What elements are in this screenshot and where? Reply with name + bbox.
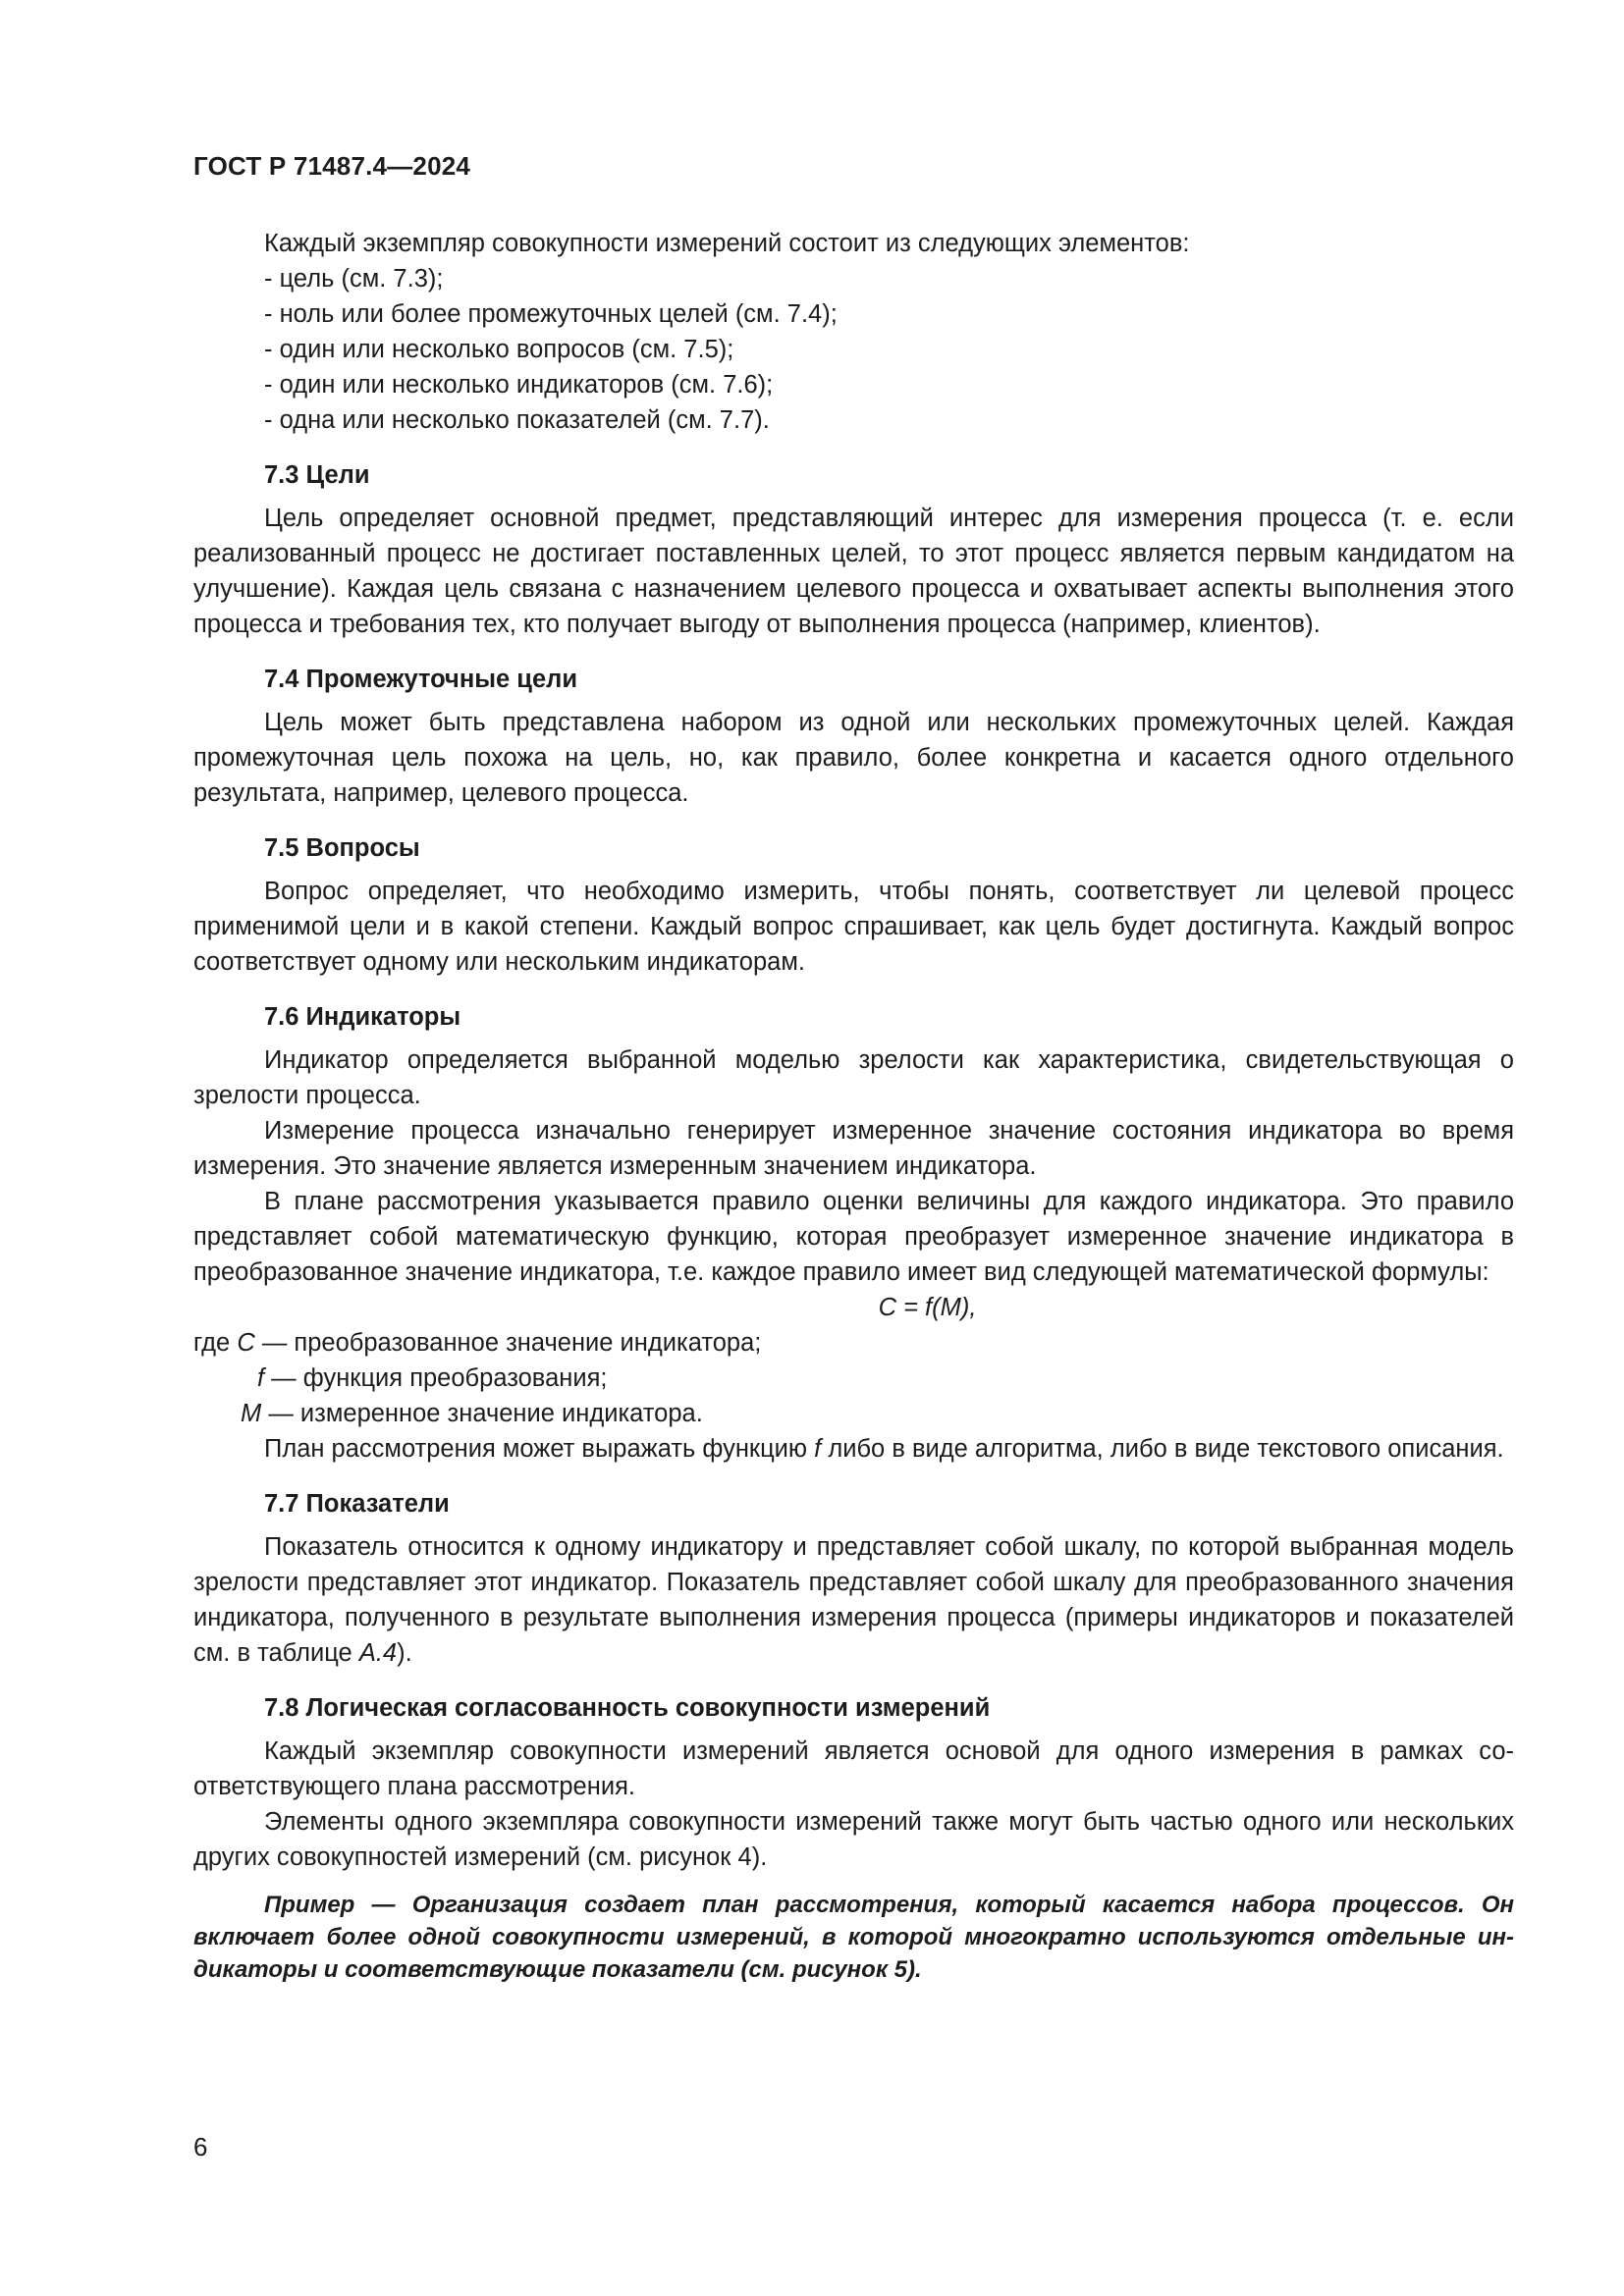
formula-symbol-description: — измеренное значение индикатора. [261,1400,703,1427]
section-heading-7-6: 7.6 Индикаторы [264,1003,461,1031]
formula-legend-row [193,1325,1514,1361]
section-heading-7-7: 7.7 Показатели [264,1490,450,1518]
list-item: - ноль или более промежуточных целей (см. 7.4); [264,300,838,328]
formula-symbol-description: — функция преобразования; [264,1364,608,1392]
example-note: Пример — Организация создает план рассмотрения, который касается набора процессов. Он включает более одной совокупности измерений, в которой многократно используются отдельные индикаторы и соответствующие показатели (см. рисунок 5). [193,1892,1514,1983]
table-reference: А.4 [358,1639,398,1667]
document-header: ГОСТ Р 71487.4—2024 [193,151,471,181]
paragraph-text: ). [397,1639,412,1667]
intro-paragraph: Каждый экземпляр совокупности измерений состоит из следующих элементов: [264,230,1190,257]
list-item: - один или несколько вопросов (см. 7.5); [264,336,734,363]
paragraph-text: либо в виде алгоритма, либо в виде текстового описания. [821,1435,1504,1463]
list-item: - цель (см. 7.3); [264,265,444,293]
section-7-4-paragraph: Цель может быть представлена набором из одной или нескольких промежуточных целей. Каждая промежуточная цель похожа на цель, но, как правило, более конкретна и касается одного отдельного результата, например, целевого процесса. [193,709,1514,807]
section-7-6-paragraph-2: Измерение процесса изначально генерирует измеренное значение состояния индикатора во время измерения. Это значение является измеренным значением индикатора. [193,1117,1514,1180]
document-body [193,226,1514,1986]
list-item: - один или несколько индикаторов (см. 7.6); [264,371,774,399]
section-7-7-paragraph [193,1529,1514,1671]
paragraph-text: План рассмотрения может выражать функцию [264,1435,815,1463]
section-heading-7-3: 7.3 Цели [264,461,370,489]
section-heading-7-5: 7.5 Вопросы [264,834,420,862]
formula-symbol: M [241,1400,262,1427]
formula: C = f(M), [878,1294,977,1321]
section-7-8-paragraph-2: Элементы одного экземпляра совокупности измерений также могут быть частью одного или нескольких других совокупностей измерений (см. рисунок 4). [193,1808,1514,1871]
section-heading-7-4: 7.4 Промежуточные цели [264,666,578,693]
where-word: где [193,1329,238,1357]
formula-symbol: C [237,1329,255,1357]
section-7-6-paragraph-4 [193,1431,1514,1467]
elements-list [193,261,1514,438]
paragraph-text: Показатель относится к одному индикатору и представляет собой шкалу, по которой выбранная модель зрелости представляет этот индикатор. Показатель представляет собой шкалу для преобразованного значения индикатора, полученного в результате выполнения измерения процесса (примеры индикаторов и показателей см. в таблице [193,1533,1514,1667]
formula-symbol-description: — преобразованное значение индикатора; [254,1329,762,1357]
formula-symbol: f [257,1364,265,1392]
section-7-6-paragraph-3: В плане рассмотрения указывается правило оценки величины для каждого индикатора. Это правило представляет собой математическую функцию, которая преобразует измеренное значение индикатора в преобразованное значение индикатора, т.е. каждое правило имеет вид следующей математической формулы: [193,1188,1514,1286]
section-7-8-paragraph-1: Каждый экземпляр совокупности измерений является основой для одного измерения в рамках соответствующего плана рассмотрения. [193,1737,1514,1800]
formula-legend-row [193,1361,1514,1396]
section-7-3-paragraph: Цель определяет основной предмет, представляющий интерес для измерения процесса (т. е. если реализованный процесс не достигает поставленных целей, то этот процесс является первым кандидатом на улучшение). Каждая цель связана с назначением целевого процесса и охватывает аспекты выполнения этого процесса и требования тех, кто получает выгоду от выполнения процесса (например, клиентов). [193,505,1514,638]
formula-legend-row [193,1396,1514,1431]
section-heading-7-8: 7.8 Логическая согласованность совокупности измерений [264,1694,991,1722]
formula-symbol: f [814,1435,822,1463]
section-7-6-paragraph-1: Индикатор определяется выбранной моделью зрелости как характеристика, свидетельствующая о зрелости процесса. [193,1046,1514,1109]
section-7-5-paragraph: Вопрос определяет, что необходимо измерить, чтобы понять, соответствует ли целевой процесс применимой цели и в какой степени. Каждый вопрос спрашивает, как цель будет достигнута. Каждый вопрос соответствует одному или нескольким индикаторам. [193,878,1514,976]
list-item: - одна или несколько показателей (см. 7.7). [264,406,770,434]
page-number: 6 [193,2132,208,2162]
